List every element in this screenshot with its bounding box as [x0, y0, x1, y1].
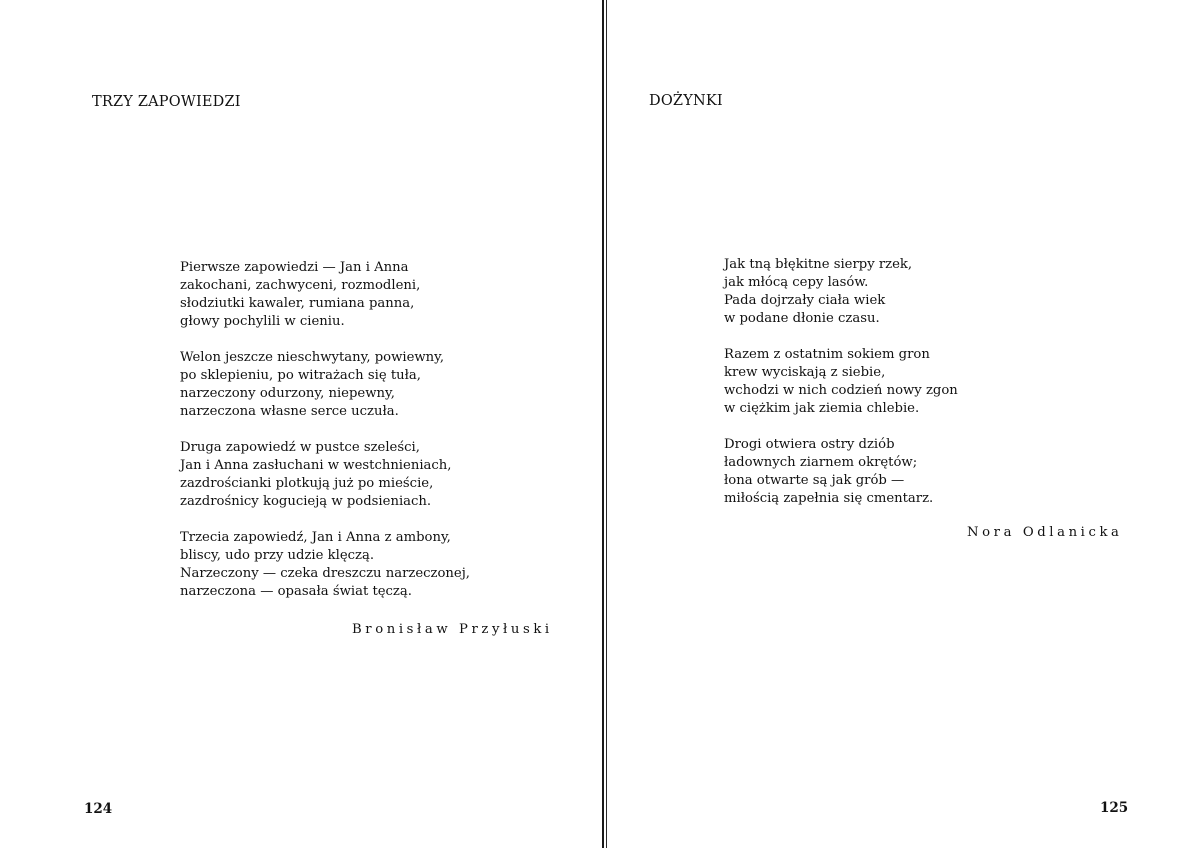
poem-body — [180, 259, 510, 619]
poem-line: narzeczona — opasała świat tęczą. — [180, 584, 412, 599]
poem-title: TRZY ZAPOWIEDZI — [92, 94, 241, 110]
stanza — [724, 256, 1024, 328]
poem-line: Jak tną błękitne sierpy rzek, — [724, 257, 913, 272]
poem-line: zakochani, zachwyceni, rozmodleni, — [180, 278, 421, 293]
author-signature: Nora Odlanicka — [967, 525, 1123, 540]
poem-line: Welon jeszcze nieschwytany, powiewny, — [180, 350, 445, 365]
poem-line: narzeczona własne serce uczuła. — [180, 404, 399, 419]
poem-line: jak młócą cepy lasów. — [724, 275, 869, 290]
poem-line: narzeczony odurzony, niepewny, — [180, 386, 395, 401]
poem-line: Druga zapowiedź w pustce szeleści, — [180, 440, 420, 455]
poem-line: w ciężkim jak ziemia chlebie. — [724, 401, 920, 416]
poem-line: Pada dojrzały ciała wiek — [724, 293, 886, 308]
poem-line: zazdrościanki plotkują już po mieście, — [180, 476, 434, 491]
stanza — [180, 259, 510, 331]
poem-line: Narzeczony — czeka dreszczu narzeczonej, — [180, 566, 470, 581]
poem-line: zazdrośnicy kogucieją w podsieniach. — [180, 494, 432, 509]
poem-line: słodziutki kawaler, rumiana panna, — [180, 296, 415, 311]
poem-line: ładownych ziarnem okrętów; — [724, 455, 918, 470]
poem-line: głowy pochylili w cieniu. — [180, 314, 345, 329]
poem-line: Drogi otwiera ostry dziób — [724, 437, 895, 452]
poem-line: Trzecia zapowiedź, Jan i Anna z ambony, — [180, 530, 451, 545]
stanza — [180, 439, 510, 511]
poem-line: po sklepieniu, po witrażach się tuła, — [180, 368, 421, 383]
stanza — [724, 436, 1024, 508]
poem-line: Pierwsze zapowiedzi — Jan i Anna — [180, 260, 409, 275]
poem-line: wchodzi w nich codzień nowy zgon — [724, 383, 958, 398]
poem-line: Jan i Anna zasłuchani w westchnieniach, — [180, 458, 452, 473]
right-page — [610, 0, 1200, 848]
page-number: 124 — [84, 801, 113, 817]
author-signature: Bronisław Przyłuski — [352, 622, 553, 637]
poem-line: Razem z ostatnim sokiem gron — [724, 347, 930, 362]
poem-line: bliscy, udo przy udzie klęczą. — [180, 548, 375, 563]
stanza — [180, 349, 510, 421]
page-number: 125 — [1100, 800, 1129, 816]
poem-body — [724, 256, 1024, 526]
book-gutter — [600, 0, 610, 848]
stanza — [724, 346, 1024, 418]
poem-line: w podane dłonie czasu. — [724, 311, 880, 326]
poem-title: DOŻYNKI — [649, 93, 723, 109]
stanza — [180, 529, 510, 601]
poem-line: łona otwarte są jak grób — — [724, 473, 905, 488]
poem-line: miłością zapełnia się cmentarz. — [724, 491, 934, 506]
poem-line: krew wyciskają z siebie, — [724, 365, 886, 380]
